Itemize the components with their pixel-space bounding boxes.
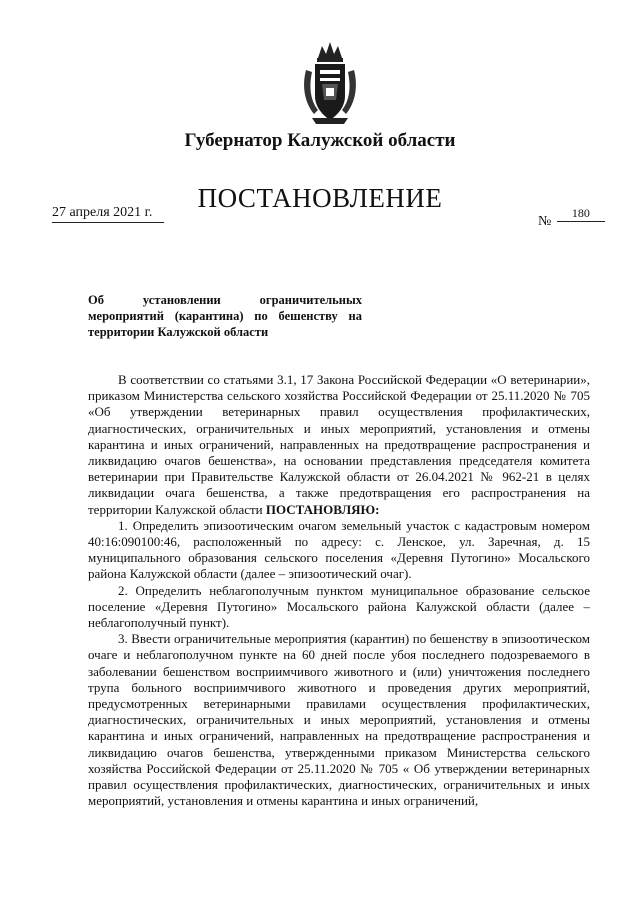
document-number: [538, 206, 605, 230]
governor-title: Губернатор Калужской области: [184, 130, 456, 151]
document-type-title: ПОСТАНОВЛЕНИЕ: [197, 183, 443, 213]
number-value: 180: [557, 206, 605, 222]
number-label: №: [538, 214, 552, 229]
preamble-text: В соответствии со статьями 3.1, 17 Закона Российской Федерации «О ветеринарии», приказом Министерства сельского хозяйства Российской Федерации от 25.11.2020 № 705 «Об утверждении ветеринарных правил осуществления профилактических, диагностических, ограничительных и иных мероприятий, установления и отмены карантина и иных ограничений, направленных на предотвращение распространения и ликвидацию очагов бешенства», на основании представления председателя комитета ветеринарии при Правительстве Калужской области от 26.04.2021 № 962-21 в целях ликвидации очага бешенства, а также предотвращения его распространения на территории Калужской области: [88, 372, 590, 517]
paragraph-item-3: 3. Ввести ограничительные мероприятия (карантин) по бешенству в эпизоотическом очаге и неблагополучном пункте на 60 дней после убоя последнего подозреваемого в заболевании бешенством восприимчивого животного и (или) уничтожения последнего трупа больного восприимчивого животного и проведения других мероприятий, предусмотренных ветеринарными правилами осуществления профилактических, диагностических, ограничительных и иных мероприятий, установления и отмены карантина и иных ограничений, направленных на предотвращение распространения и ликвидацию очагов бешенства, утвержденными приказом Министерства сельского хозяйства Российской Федерации от 25.11.2020 № 705 « Об утверждении ветеринарных правил осуществления профилактических, диагностических, ограничительных и иных мероприятий, установления и отмены карантина и иных ограничений,: [88, 631, 590, 809]
paragraph-item-1: 1. Определить эпизоотическим очагом земельный участок с кадастровым номером 40:16:090100:46, расположенный по адресу: с. Ленское, ул. Заречная, д. 15 муниципального образования сельского поселения «Деревня Путогино» Мосальского района Калужской области (далее – эпизоотический очаг).: [88, 517, 590, 582]
paragraph-preamble: [88, 372, 590, 518]
coat-of-arms-icon: [300, 40, 360, 126]
paragraph-item-2: 2. Определить неблагополучным пунктом муниципальное образование сельское поселение «Деревня Путогино» Мосальского района Калужской области (далее – неблагополучный пункт).: [88, 582, 590, 631]
document-body: [88, 372, 590, 809]
document-date: 27 апреля 2021 г.: [52, 205, 164, 223]
decree-word: ПОСТАНОВЛЯЮ:: [265, 501, 380, 517]
document-subject: Об установлении ограничительных мероприятий (карантина) по бешенству на территории Калужской области: [88, 293, 362, 339]
